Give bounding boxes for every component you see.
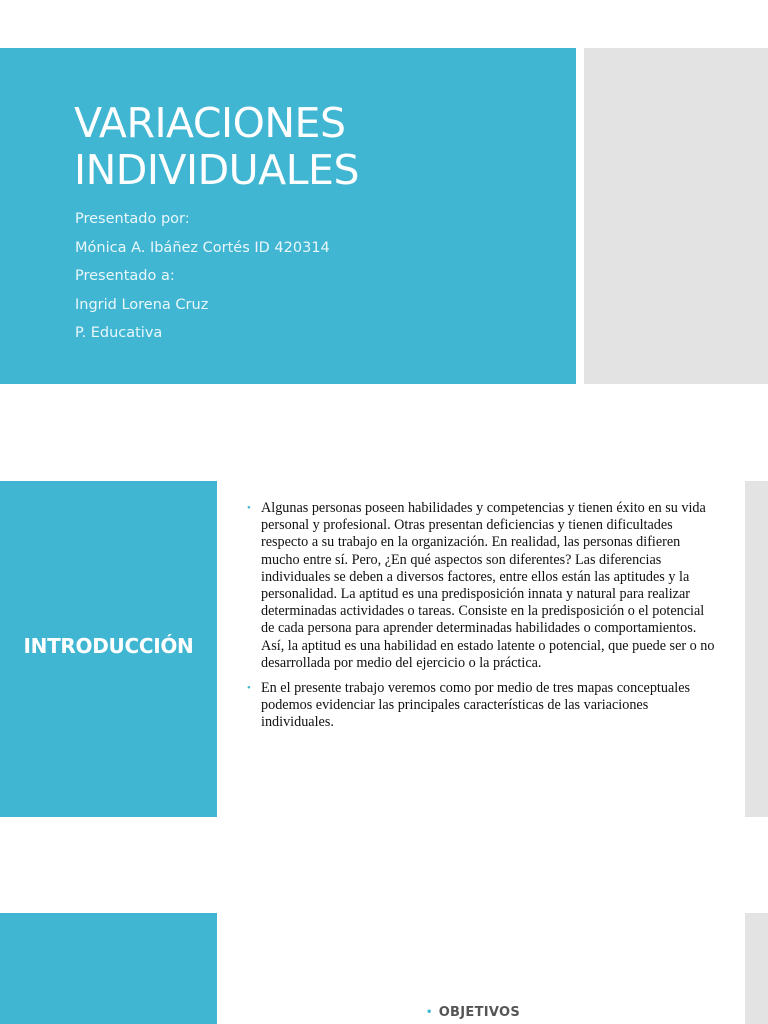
intro-paragraph-text: Algunas personas poseen habilidades y competencias y tienen éxito en su vida personal y profesional. Otras presentan deficiencias y tienen dificultades respecto a su trabajo en la organización. En realidad, las personas difieren mucho entre sí. Pero, ¿En qué aspectos son diferentes? Las diferencias individuales se deben a diversos factores, entre ellos están las aptitudes y la personalidad. La aptitud es una predisposición innata y natural para realizar determinadas actividades o tareas. Consiste en la predisposición o el potencial de cada persona para aprender determinadas habilidades o comportamientos. Así, la aptitud es una habilidad en estado latente o potencial, que puede ser o no desarrollada por medio del ejercicio o la práctica. [261,500,715,671]
subtitle-presented-by-label: Presentado por: [75,211,190,227]
title-slide-side-panel [584,48,768,384]
objectives-label: OBJETIVOS [438,1005,521,1020]
title-line-1: VARIACIONES [74,99,346,147]
objectives-item [426,1005,520,1020]
title-line-2: INDIVIDUALES [74,146,359,194]
subtitle-course: P. Educativa [75,325,163,342]
objectives-slide-panel [0,913,217,1024]
intro-paragraph [245,680,715,732]
intro-body [245,500,715,740]
intro-paragraph-text: En el presente trabajo veremos como por medio de tres mapas conceptuales podemos evidenciar las principales características de las variaciones individuales. [261,680,691,731]
intro-slide-side-panel [745,481,768,817]
bullet-icon: • [247,682,251,695]
slide-title [74,100,554,194]
bullet-icon: • [426,1007,433,1018]
subtitle-presented-to-label: Presentado a: [75,268,175,285]
objectives-slide-side-panel [745,913,768,1024]
intro-paragraph [245,500,715,672]
intro-heading: INTRODUCCIÓN [23,634,194,658]
bullet-icon: • [247,502,251,514]
subtitle-recipient: Ingrid Lorena Cruz [75,296,209,313]
subtitle-author: Mónica A. Ibáñez Cortés ID 420314 [75,239,330,256]
slide-subtitle [75,205,555,348]
